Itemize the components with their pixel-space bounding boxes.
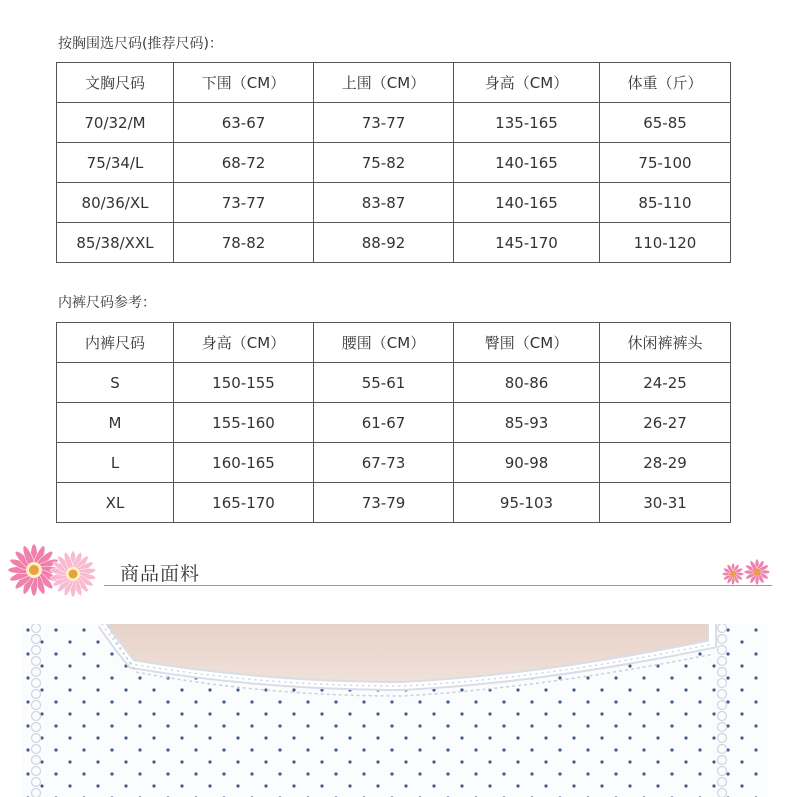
section-title: 商品面料 bbox=[120, 563, 201, 585]
table-cell: 140-165 bbox=[454, 183, 600, 223]
table-cell: 85/38/XXL bbox=[57, 223, 174, 263]
pants-size-table bbox=[56, 322, 731, 523]
table-cell: 85-93 bbox=[454, 403, 600, 443]
table-row bbox=[57, 483, 731, 523]
table-header-row bbox=[57, 323, 731, 363]
table-cell: 80-86 bbox=[454, 363, 600, 403]
table-row bbox=[57, 223, 731, 263]
table-cell: 65-85 bbox=[600, 103, 731, 143]
table-cell: L bbox=[57, 443, 174, 483]
table-cell: 70/32/M bbox=[57, 103, 174, 143]
table-cell: M bbox=[57, 403, 174, 443]
table-cell: 73-77 bbox=[174, 183, 314, 223]
table-row bbox=[57, 443, 731, 483]
table-cell: 55-61 bbox=[314, 363, 454, 403]
table-cell: 110-120 bbox=[600, 223, 731, 263]
header-cell: 文胸尺码 bbox=[57, 63, 174, 103]
table-cell: 24-25 bbox=[600, 363, 731, 403]
table-cell: 73-79 bbox=[314, 483, 454, 523]
table-cell: 75-82 bbox=[314, 143, 454, 183]
table-row bbox=[57, 103, 731, 143]
table-cell: 160-165 bbox=[174, 443, 314, 483]
flower-icon bbox=[742, 557, 772, 587]
table-cell: 95-103 bbox=[454, 483, 600, 523]
divider bbox=[104, 585, 772, 586]
header-cell: 身高（CM） bbox=[454, 63, 600, 103]
header-cell: 腰围（CM） bbox=[314, 323, 454, 363]
table-cell: 78-82 bbox=[174, 223, 314, 263]
header-cell: 下围（CM） bbox=[174, 63, 314, 103]
table-cell: 73-77 bbox=[314, 103, 454, 143]
header-cell: 休闲裤裤头 bbox=[600, 323, 731, 363]
table-cell: 85-110 bbox=[600, 183, 731, 223]
table-cell: 26-27 bbox=[600, 403, 731, 443]
table-header-row bbox=[57, 63, 731, 103]
table-row bbox=[57, 403, 731, 443]
table-cell: 75/34/L bbox=[57, 143, 174, 183]
table-cell: 90-98 bbox=[454, 443, 600, 483]
table-cell: 28-29 bbox=[600, 443, 731, 483]
table-row bbox=[57, 363, 731, 403]
pants-size-caption: 内裤尺码参考： bbox=[58, 295, 156, 311]
table-cell: 83-87 bbox=[314, 183, 454, 223]
fabric-section-header bbox=[0, 535, 790, 605]
table-cell: 88-92 bbox=[314, 223, 454, 263]
table-cell: 68-72 bbox=[174, 143, 314, 183]
header-cell: 上围（CM） bbox=[314, 63, 454, 103]
flower-icon bbox=[46, 547, 100, 601]
table-cell: 30-31 bbox=[600, 483, 731, 523]
table-cell: 165-170 bbox=[174, 483, 314, 523]
table-cell: 75-100 bbox=[600, 143, 731, 183]
table-cell: 80/36/XL bbox=[57, 183, 174, 223]
table-cell: 67-73 bbox=[314, 443, 454, 483]
fabric-photo bbox=[22, 624, 768, 797]
table-cell: 145-170 bbox=[454, 223, 600, 263]
table-cell: 150-155 bbox=[174, 363, 314, 403]
table-cell: 155-160 bbox=[174, 403, 314, 443]
header-cell: 体重（斤） bbox=[600, 63, 731, 103]
bra-size-caption: 按胸围选尺码(推荐尺码)： bbox=[58, 36, 223, 52]
header-cell: 身高（CM） bbox=[174, 323, 314, 363]
table-row bbox=[57, 143, 731, 183]
bra-size-table bbox=[56, 62, 731, 263]
table-cell: 135-165 bbox=[454, 103, 600, 143]
table-row bbox=[57, 183, 731, 223]
table-cell: 61-67 bbox=[314, 403, 454, 443]
header-cell: 臀围（CM） bbox=[454, 323, 600, 363]
table-cell: 63-67 bbox=[174, 103, 314, 143]
fabric-texture bbox=[22, 624, 768, 797]
table-cell: 140-165 bbox=[454, 143, 600, 183]
table-cell: S bbox=[57, 363, 174, 403]
header-cell: 内裤尺码 bbox=[57, 323, 174, 363]
table-cell: XL bbox=[57, 483, 174, 523]
